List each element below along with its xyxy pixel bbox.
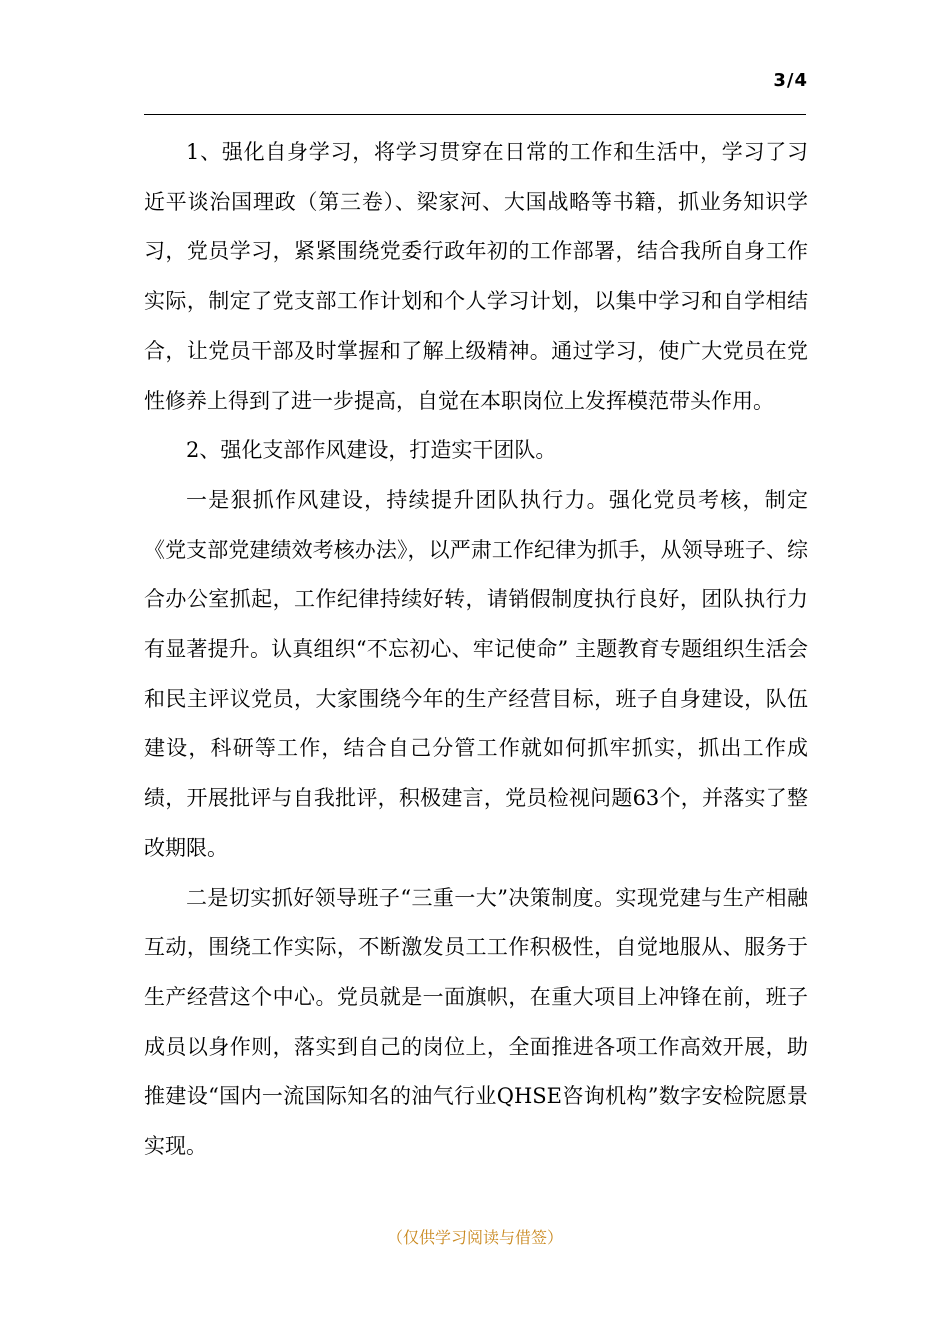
paragraph-work-style: 一是狠抓作风建设，持续提升团队执行力。强化党员考核，制定《党支部党建绩效考核办法》，以严肃工作纪律为抓手，从领导班子、综合办公室抓起，工作纪律持续好转，请销假制度执行良好，团队执行力有显著提升。认真组织“不忘初心、牢记使命” 主题教育专题组织生活会和民主评议党员，大家围绕今年的生产经营目标，班子自身建设，队伍建设，科研等工作，结合自己分管工作就如何抓牢抓实，抓出工作成绩，开展批评与自我批评，积极建言，党员检视问题63个，并落实了整改期限。 [144,487,808,860]
paragraph-branch-style-heading: 2、强化支部作风建设，打造实干团队。 [186,438,557,463]
page-number: 3/4 [773,70,808,91]
footer-note: （仅供学习阅读与借签） [386,1228,563,1247]
paragraph-self-study: 1、强化自身学习，将学习贯穿在日常的工作和生活中，学习了习近平谈治国理政（第三卷）、梁家河、大国战略等书籍，抓业务知识学习，党员学习，紧紧围绕党委行政年初的工作部署，结合我所自身工作实际，制定了党支部工作计划和个人学习计划，以集中学习和自学相结合，让党员干部及时掌握和了解上级精神。通过学习，使广大党员在党性修养上得到了进一步提高，自觉在本职岗位上发挥模范带头作用。 [144,140,808,413]
document-body [144,128,808,1172]
header-divider [144,114,806,115]
paragraph-decision-system: 二是切实抓好领导班子“三重一大”决策制度。实现党建与生产相融互动，围绕工作实际，不断激发员工工作积极性，自觉地服从、服务于生产经营这个中心。党员就是一面旗帜，在重大项目上冲锋在前，班子成员以身作则，落实到自己的岗位上，全面推进各项工作高效开展，助推建设“国内一流国际知名的油气行业QHSE咨询机构”数字安检院愿景实现。 [144,885,808,1159]
